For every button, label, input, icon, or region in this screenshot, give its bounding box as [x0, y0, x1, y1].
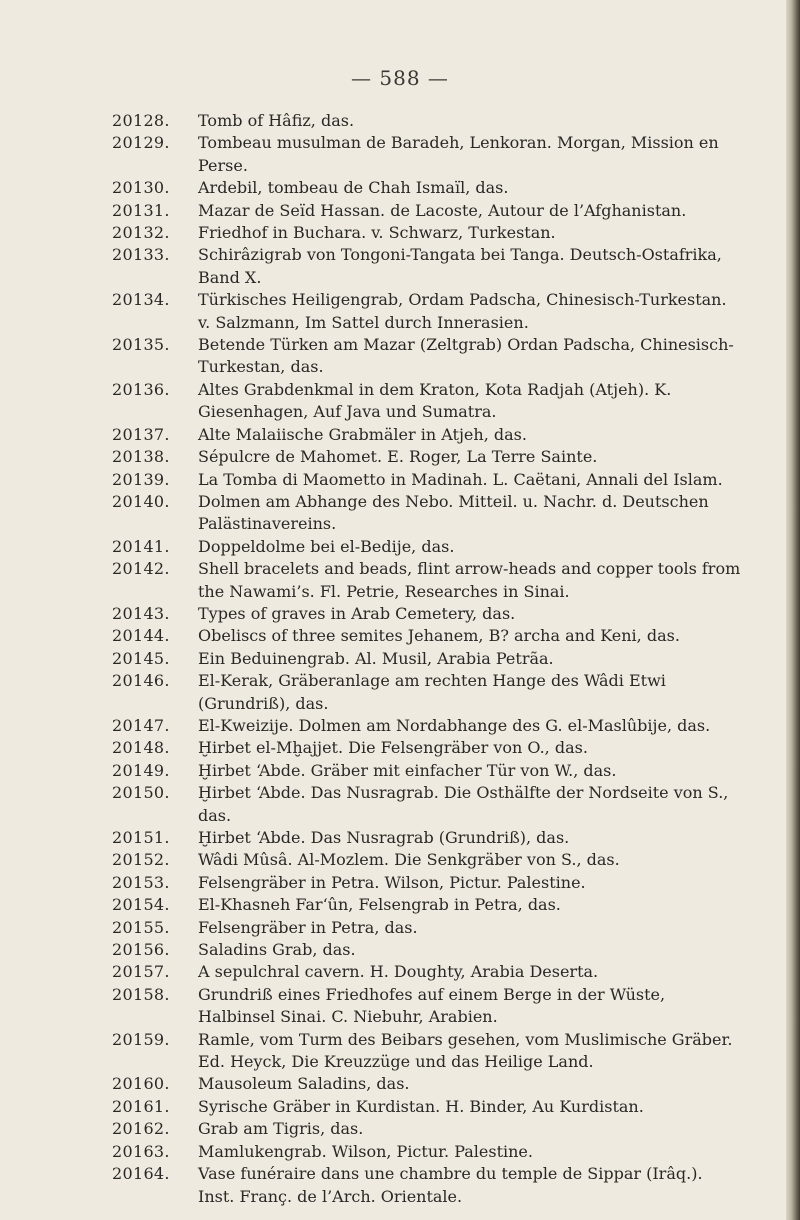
- catalog-entry: [112, 760, 742, 782]
- entry-text: Altes Grabdenkmal in dem Kraton, Kota Radjah (Atjeh). K. Giesenhagen, Auf Java und Sumatra.: [198, 379, 672, 422]
- entry-number: 20152.: [112, 850, 170, 870]
- catalog-entry: [112, 177, 742, 199]
- entry-number: 20141.: [112, 536, 170, 556]
- entry-number: 20154.: [112, 895, 170, 915]
- page-number-header: — 588 —: [351, 66, 449, 90]
- catalog-entry: [112, 491, 742, 536]
- entry-text: Sépulcre de Mahomet. E. Roger, La Terre Sainte.: [198, 447, 598, 467]
- catalog-entry: [112, 110, 742, 132]
- catalog-entry: [112, 1073, 742, 1095]
- catalog-entry: [112, 894, 742, 916]
- catalog-entry-list: [112, 110, 742, 1208]
- entry-number: 20151.: [112, 828, 170, 847]
- entry-number: 20147.: [112, 715, 170, 735]
- entry-number: 20142.: [112, 559, 170, 579]
- entry-text: Ḫirbet ‘Abde. Das Nusragrab. Die Osthälfte der Nordseite von S., das.: [198, 783, 729, 825]
- entry-number: 20160.: [112, 1074, 170, 1094]
- catalog-entry: [112, 1118, 742, 1140]
- entry-number: 20145.: [112, 648, 170, 668]
- entry-text: Alte Malaiische Grabmäler in Atjeh, das.: [198, 424, 527, 444]
- catalog-entry: [112, 244, 742, 289]
- catalog-entry: [112, 1141, 742, 1163]
- entry-text: Türkisches Heiligengrab, Ordam Padscha, Chinesisch-Turkestan. v. Salzmann, Im Sattel durch Innerasien.: [198, 290, 727, 332]
- entry-text: Dolmen am Abhange des Nebo. Mitteil. u. Nachr. d. Deutschen Palästinavereins.: [198, 491, 709, 534]
- entry-number: 20164.: [112, 1164, 170, 1184]
- catalog-entry: [112, 289, 742, 334]
- entry-number: 20139.: [112, 469, 170, 489]
- entry-number: 20158.: [112, 984, 170, 1004]
- entry-number: 20136.: [112, 379, 170, 399]
- entry-text: Felsengräber in Petra, das.: [198, 917, 418, 937]
- entry-number: 20149.: [112, 760, 170, 780]
- entry-text: Ḫirbet ‘Abde. Gräber mit einfacher Tür von W., das.: [198, 760, 617, 780]
- catalog-entry: [112, 603, 742, 625]
- entry-number: 20156.: [112, 940, 170, 960]
- entry-number: 20130.: [112, 178, 170, 198]
- catalog-entry: [112, 1163, 742, 1208]
- catalog-entry: [112, 648, 742, 670]
- entry-number: 20153.: [112, 872, 170, 892]
- catalog-entry: [112, 536, 742, 558]
- entry-text: Wâdi Mûsâ. Al-Mozlem. Die Senkgräber von S., das.: [198, 850, 620, 870]
- entry-number: 20140.: [112, 491, 170, 511]
- entry-text: A sepulchral cavern. H. Doughty, Arabia Deserta.: [198, 962, 599, 982]
- catalog-entry: [112, 737, 742, 759]
- entry-number: 20159.: [112, 1029, 170, 1049]
- entry-text: Grab am Tigris, das.: [198, 1119, 364, 1139]
- catalog-entry: [112, 872, 742, 894]
- catalog-entry: [112, 379, 742, 424]
- entry-number: 20148.: [112, 738, 170, 758]
- catalog-entry: [112, 1096, 742, 1118]
- catalog-entry: [112, 961, 742, 983]
- catalog-entry: [112, 1029, 742, 1074]
- entry-text: Ein Beduinengrab. Al. Musil, Arabia Petrãa.: [198, 648, 554, 668]
- catalog-entry: [112, 827, 742, 849]
- entry-text: Mamlukengrab. Wilson, Pictur. Palestine.: [198, 1141, 533, 1161]
- page-edge-shadow: [786, 0, 800, 1220]
- catalog-entry: [112, 984, 742, 1029]
- catalog-entry: [112, 558, 742, 603]
- entry-text: Mausoleum Saladins, das.: [198, 1074, 410, 1094]
- entry-number: 20129.: [112, 133, 170, 153]
- catalog-entry: [112, 917, 742, 939]
- entry-number: 20128.: [112, 111, 170, 130]
- catalog-entry: [112, 849, 742, 871]
- entry-text: El-Kerak, Gräberanlage am rechten Hange des Wâdi Etwi (Grundriß), das.: [198, 671, 666, 713]
- entry-text: Grundriß eines Friedhofes auf einem Berge in der Wüste, Halbinsel Sinai. C. Niebuhr, Arabien.: [198, 984, 666, 1027]
- entry-text: Types of graves in Arab Cemetery, das.: [198, 603, 516, 623]
- entry-text: Vase funéraire dans une chambre du temple de Sippar (Irâq.). Inst. Franç. de l’Arch. Orientale.: [198, 1164, 703, 1206]
- entry-number: 20146.: [112, 671, 170, 691]
- entry-text: El-Khasneh Far‘ûn, Felsengrab in Petra, das.: [198, 895, 561, 915]
- entry-text: Shell bracelets and beads, flint arrow-heads and copper tools from the Nawami’s. Fl. Petrie, Researches in Sinai.: [198, 559, 741, 601]
- catalog-entry: [112, 424, 742, 446]
- entry-number: 20163.: [112, 1141, 170, 1161]
- catalog-entry: [112, 446, 742, 468]
- entry-text: Tombeau musulman de Baradeh, Lenkoran. Morgan, Mission en Perse.: [198, 133, 719, 175]
- entry-text: El-Kweizije. Dolmen am Nordabhange des G. el-Maslûbije, das.: [198, 715, 711, 735]
- entry-text: Ardebil, tombeau de Chah Ismaïl, das.: [198, 178, 509, 198]
- entry-text: La Tomba di Maometto in Madinah. L. Caëtani, Annali del Islam.: [198, 469, 723, 489]
- entry-number: 20157.: [112, 962, 170, 982]
- entry-text: Felsengräber in Petra. Wilson, Pictur. Palestine.: [198, 872, 586, 892]
- entry-number: 20137.: [112, 424, 170, 444]
- entry-number: 20143.: [112, 603, 170, 623]
- entry-text: Betende Türken am Mazar (Zeltgrab) Ordan Padscha, Chinesisch-Turkestan, das.: [198, 335, 734, 377]
- entry-text: Mazar de Seïd Hassan. de Lacoste, Autour de l’Afghanistan.: [198, 200, 687, 220]
- entry-number: 20155.: [112, 917, 170, 937]
- entry-number: 20132.: [112, 223, 170, 243]
- entry-text: Ramle, vom Turm des Beibars gesehen, vom Muslimische Gräber. Ed. Heyck, Die Kreuzzüge und das Heilige Land.: [198, 1029, 733, 1072]
- catalog-entry: [112, 939, 742, 961]
- entry-number: 20150.: [112, 783, 170, 803]
- entry-number: 20162.: [112, 1119, 170, 1139]
- catalog-entry: [112, 670, 742, 715]
- entry-number: 20161.: [112, 1096, 170, 1116]
- entry-number: 20131.: [112, 200, 170, 220]
- catalog-entry: [112, 222, 742, 244]
- entry-number: 20133.: [112, 245, 170, 265]
- entry-text: Doppeldolme bei el-Bedije, das.: [198, 536, 455, 556]
- catalog-entry: [112, 200, 742, 222]
- catalog-entry: [112, 469, 742, 491]
- entry-text: Saladins Grab, das.: [198, 940, 356, 960]
- entry-text: Tomb of Hâfiz, das.: [198, 111, 355, 130]
- catalog-entry: [112, 625, 742, 647]
- catalog-entry: [112, 132, 742, 177]
- entry-text: Ḫirbet ‘Abde. Das Nusragrab (Grundriß), das.: [198, 828, 570, 847]
- entry-number: 20138.: [112, 447, 170, 467]
- entry-text: Syrische Gräber in Kurdistan. H. Binder, Au Kurdistan.: [198, 1096, 644, 1116]
- entry-text: Schirâzigrab von Tongoni-Tangata bei Tanga. Deutsch-Ostafrika, Band X.: [198, 245, 722, 287]
- catalog-entry: [112, 334, 742, 379]
- entry-text: Ḫirbet el-Mḫajjet. Die Felsengräber von O., das.: [198, 738, 588, 758]
- catalog-entry: [112, 715, 742, 737]
- entry-text: Obeliscs of three semites Jehanem, B? archa and Keni, das.: [198, 626, 680, 646]
- catalog-entry: [112, 782, 742, 827]
- entry-number: 20144.: [112, 626, 170, 646]
- entry-number: 20135.: [112, 335, 170, 355]
- entry-number: 20134.: [112, 290, 170, 310]
- entry-text: Friedhof in Buchara. v. Schwarz, Turkestan.: [198, 223, 556, 243]
